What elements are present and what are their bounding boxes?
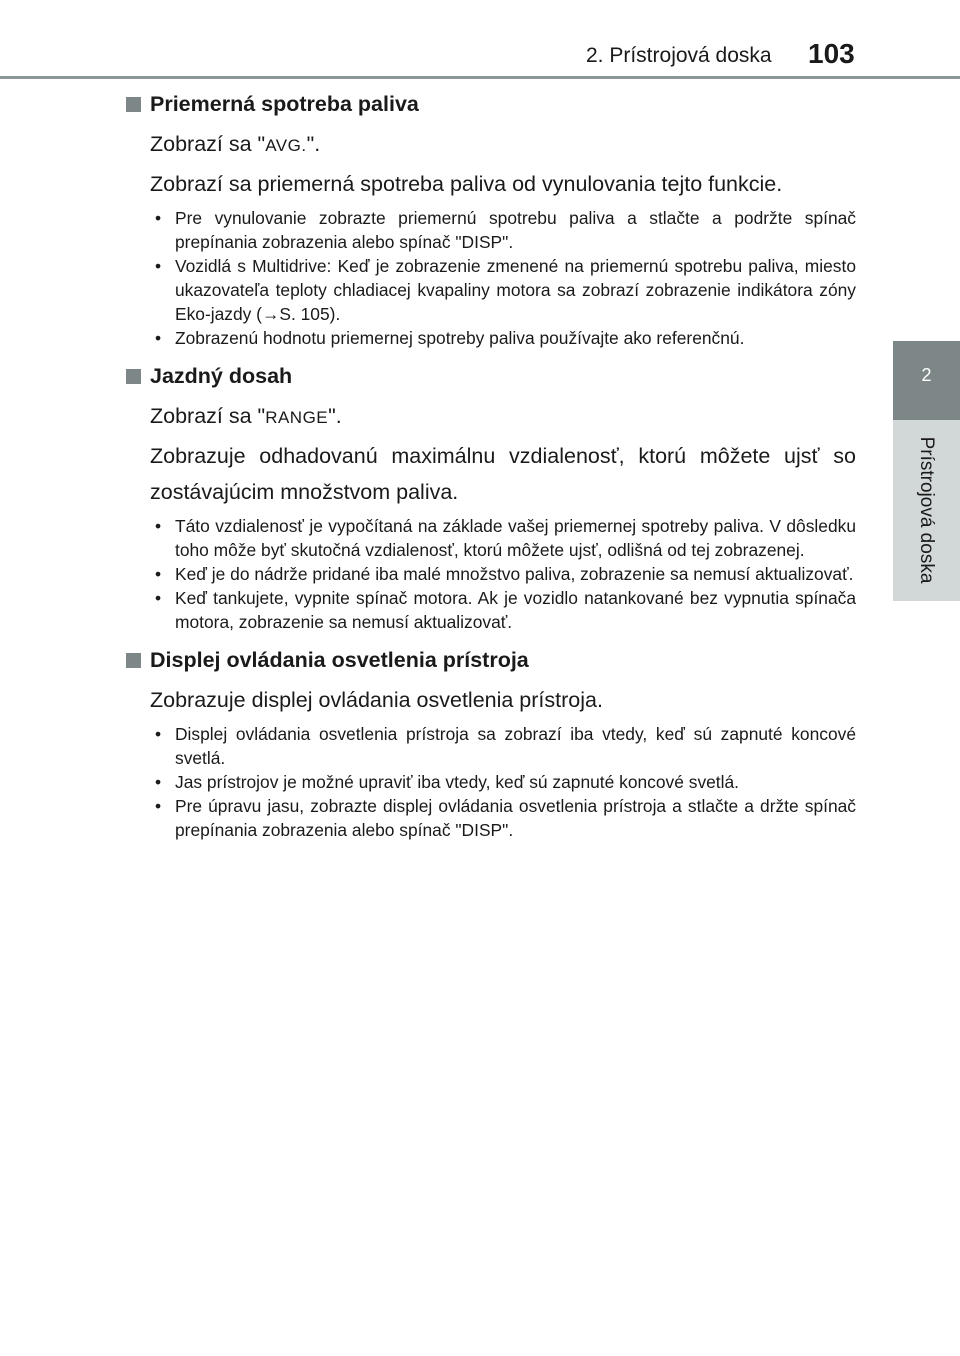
- section-average-fuel: [126, 88, 856, 350]
- page-number: 103: [808, 38, 855, 69]
- list-item: • Jas prístrojov je možné upraviť iba vtedy, keď sú zapnuté koncové svetlá.: [155, 772, 740, 792]
- list-item: • Keď tankujete, vypnite spínač motora. Ak je vozidlo natankované bez vypnutia spínača motora, zobrazenie sa nemusí aktualizovať.: [155, 588, 856, 632]
- square-bullet-icon: [126, 653, 141, 668]
- bullet-list: [126, 514, 856, 634]
- bullet-list: [126, 206, 856, 350]
- chapter-title: 2. Prístrojová doska: [586, 44, 772, 67]
- display-indicator-line: Zobrazí sa "AVG.".: [150, 132, 321, 156]
- section-heading: Displej ovládania osvetlenia prístroja: [126, 644, 856, 676]
- chapter-tab: [893, 341, 960, 420]
- list-item: • Keď je do nádrže pridané iba malé množstvo paliva, zobrazenie sa nemusí aktualizovať.: [155, 564, 854, 584]
- chapter-tab-label: Prístrojová doska: [916, 436, 937, 584]
- display-symbol: AVG.: [265, 136, 307, 155]
- section-driving-range: [126, 360, 856, 634]
- bullet-list: [126, 722, 856, 842]
- square-bullet-icon: [126, 97, 141, 112]
- page-content: [126, 88, 856, 852]
- square-bullet-icon: [126, 369, 141, 384]
- list-item: • Pre úpravu jasu, zobrazte displej ovládania osvetlenia prístroja a stlačte a držte spínač prepínania zobrazenia alebo spínač "DISP".: [155, 796, 856, 840]
- section-description: Zobrazí sa priemerná spotreba paliva od vynulovania tejto funkcie.: [150, 172, 783, 196]
- list-item: • Vozidlá s Multidrive: Keď je zobrazenie zmenené na priemernú spotrebu paliva, miesto ukazovateľa teploty chladiacej kvapaliny motora sa zobrazí zobrazenie indikátora zóny Eko-jazdy (→S. 105).: [155, 256, 856, 324]
- header-divider: [0, 76, 960, 79]
- chapter-tab-number: 2: [921, 365, 932, 385]
- list-item: • Zobrazenú hodnotu priemernej spotreby paliva používajte ako referenčnú.: [155, 328, 745, 348]
- section-light-control: [126, 644, 856, 842]
- display-symbol: RANGE: [265, 408, 329, 427]
- section-description: Zobrazuje odhadovanú maximálnu vzdialenosť, ktorú môžete ujsť so zostávajúcim množstvom paliva.: [150, 444, 856, 504]
- section-description: Zobrazuje displej ovládania osvetlenia prístroja.: [150, 688, 603, 712]
- list-item: • Táto vzdialenosť je vypočítaná na základe vašej priemernej spotreby paliva. V dôsledku toho môže byť skutočná vzdialenosť, ktorú môžete ujsť, odlišná od tej zobrazenej.: [155, 516, 856, 560]
- section-heading: Priemerná spotreba paliva: [126, 88, 856, 120]
- display-indicator-line: Zobrazí sa "RANGE".: [150, 404, 342, 428]
- list-item: • Displej ovládania osvetlenia prístroja sa zobrazí iba vtedy, keď sú zapnuté koncové svetlá.: [155, 724, 856, 768]
- section-heading: Jazdný dosah: [126, 360, 856, 392]
- list-item: • Pre vynulovanie zobrazte priemernú spotrebu paliva a stlačte a podržte spínač prepínania zobrazenia alebo spínač "DISP".: [155, 208, 856, 252]
